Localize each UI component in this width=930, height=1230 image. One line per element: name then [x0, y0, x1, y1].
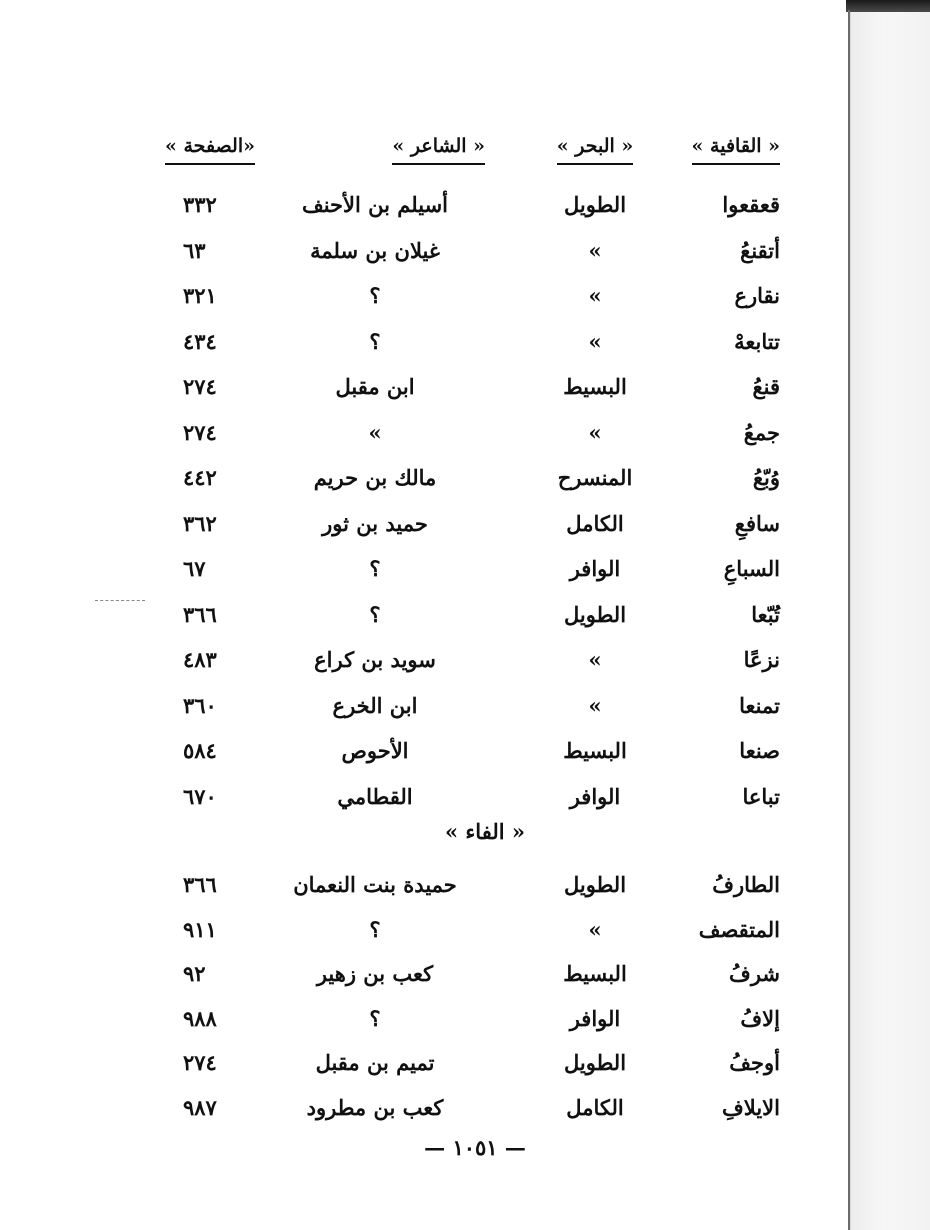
- poet-cell: »: [368, 419, 382, 445]
- page-cell: ٢٧٤: [183, 374, 217, 399]
- table-row: [140, 190, 790, 234]
- scanned-page-edge: [842, 0, 930, 1230]
- page-cell: ٦٧: [183, 556, 206, 581]
- rhyme-cell: جمعُ: [743, 419, 780, 445]
- poet-cell: كعب بن مطرود: [306, 1094, 444, 1120]
- rhyme-cell: وُبّعُ: [752, 465, 780, 490]
- page-cell: ٣٦٠: [183, 692, 217, 718]
- table-row: [140, 554, 790, 598]
- rhyme-cell: قنعُ: [752, 374, 780, 399]
- meter-cell: الكامل: [566, 1094, 624, 1120]
- poet-cell: مالك بن حريم: [313, 465, 437, 490]
- rhyme-cell: نقارع: [734, 283, 780, 308]
- rhyme-cell: أتقنعُ: [740, 237, 780, 263]
- meter-cell: المنسرح: [557, 465, 633, 490]
- meter-cell: »: [588, 237, 602, 263]
- header-rhyme: « القافية »: [670, 135, 780, 169]
- page-cell: ٦٣: [183, 237, 206, 263]
- meter-cell: الطويل: [563, 192, 627, 217]
- rhyme-cell: تتابعهْ: [734, 328, 780, 354]
- section-title-fa: « الفاء »: [444, 819, 525, 844]
- poet-cell: ؟: [369, 283, 381, 308]
- meter-cell: الطويل: [563, 872, 627, 897]
- page-cell: ٣٢١: [183, 283, 217, 308]
- page-cell: ٩٢: [183, 961, 206, 986]
- page-cell: ٩٨٨: [183, 1005, 217, 1031]
- rhyme-cell: شرفُ: [729, 961, 780, 986]
- page-cell: ٤٤٢: [183, 465, 217, 490]
- table-row: [140, 327, 790, 371]
- scanned-page-fold-line: [848, 10, 850, 1230]
- poet-cell: ؟: [369, 601, 381, 627]
- table-row: [140, 691, 790, 735]
- poet-cell: ابن الخرع: [332, 692, 418, 718]
- page-cell: ٥٨٤: [183, 738, 217, 763]
- poet-cell: كعب بن زهير: [316, 961, 434, 986]
- meter-cell: »: [588, 419, 602, 445]
- page-cell: ٣٦٦: [183, 601, 217, 627]
- meter-cell: الوافر: [569, 1005, 621, 1031]
- page-cell: ٦٧٠: [183, 783, 217, 809]
- table-row: [140, 600, 790, 644]
- rhyme-cell: تباعا: [742, 783, 780, 809]
- meter-cell: البسيط: [563, 738, 627, 763]
- rhyme-cell: صنعا: [739, 738, 780, 763]
- rhyme-cell: سافعِ: [734, 510, 780, 536]
- rhyme-cell: الايلافِ: [722, 1094, 780, 1120]
- meter-cell: الوافر: [569, 556, 621, 581]
- meter-cell: »: [588, 283, 602, 308]
- table-row: [140, 372, 790, 416]
- scanned-page-edge-top: [846, 0, 930, 12]
- meter-cell: البسيط: [563, 374, 627, 399]
- table-row: [140, 1004, 790, 1048]
- table-header: [140, 135, 790, 179]
- poet-cell: ؟: [369, 556, 381, 581]
- table-row: [140, 418, 790, 462]
- header-poet: « الشاعر »: [265, 135, 485, 169]
- page-cell: ٢٧٤: [183, 1050, 217, 1075]
- rhyme-cell: قعقعوا: [722, 192, 780, 217]
- page-cell: ٣٦٦: [183, 872, 217, 897]
- rhyme-cell: أوجفُ: [729, 1050, 780, 1075]
- table-row: [140, 645, 790, 689]
- meter-cell: »: [588, 328, 602, 354]
- poet-cell: الأحوص: [341, 738, 409, 763]
- poet-cell: ابن مقبل: [335, 374, 415, 399]
- meter-cell: الكامل: [566, 510, 624, 536]
- poet-cell: ؟: [369, 1005, 381, 1031]
- poet-cell: القطامي: [337, 783, 413, 809]
- rhyme-cell: نزعًا: [743, 647, 780, 672]
- poet-cell: حميدة بنت النعمان: [293, 872, 457, 897]
- table-row: [140, 463, 790, 507]
- meter-cell: الطويل: [563, 1050, 627, 1075]
- poet-cell: حميد بن ثور: [322, 510, 428, 536]
- stray-scan-mark: [95, 600, 145, 601]
- table-row: [140, 509, 790, 553]
- meter-cell: »: [588, 692, 602, 718]
- page-cell: ٢٧٤: [183, 419, 217, 445]
- rhyme-cell: السباعِ: [723, 556, 780, 581]
- meter-cell: الوافر: [569, 783, 621, 809]
- meter-cell: الطويل: [563, 601, 627, 627]
- page-cell: ٤٣٤: [183, 328, 217, 354]
- poet-cell: ؟: [369, 916, 381, 942]
- poet-cell: أسيلم بن الأحنف: [301, 192, 448, 217]
- page-cell: ٩٨٧: [183, 1094, 217, 1120]
- poet-cell: سويد بن كراع: [314, 647, 436, 672]
- rhyme-cell: تُبّعا: [751, 601, 780, 627]
- rhyme-cell: تمنعا: [739, 692, 780, 718]
- rhyme-cell: إلافُ: [740, 1005, 780, 1031]
- table-row: [140, 736, 790, 780]
- header-page: «الصفحة »: [155, 135, 265, 169]
- table-row: [140, 281, 790, 325]
- rhyme-cell: المتقصف: [698, 916, 780, 942]
- page-cell: ٣٦٢: [183, 510, 217, 536]
- meter-cell: »: [588, 916, 602, 942]
- table-row: [140, 870, 790, 914]
- index-table: [140, 135, 790, 1185]
- page-number: — ١٠٥١ —: [424, 1135, 526, 1160]
- meter-cell: »: [588, 647, 602, 672]
- table-row: [140, 959, 790, 1003]
- page-cell: ٩١١: [183, 916, 217, 942]
- page-cell: ٣٣٢: [183, 192, 217, 217]
- table-row: [140, 1093, 790, 1137]
- table-row: [140, 1048, 790, 1092]
- page-cell: ٤٨٣: [183, 647, 217, 672]
- poet-cell: تميم بن مقبل: [315, 1050, 435, 1075]
- header-meter: « البحر »: [540, 135, 650, 169]
- poet-cell: ؟: [369, 328, 381, 354]
- table-row: [140, 915, 790, 959]
- rhyme-cell: الطارفُ: [712, 872, 780, 897]
- table-row: [140, 236, 790, 280]
- meter-cell: البسيط: [563, 961, 627, 986]
- poet-cell: غيلان بن سلمة: [310, 237, 440, 263]
